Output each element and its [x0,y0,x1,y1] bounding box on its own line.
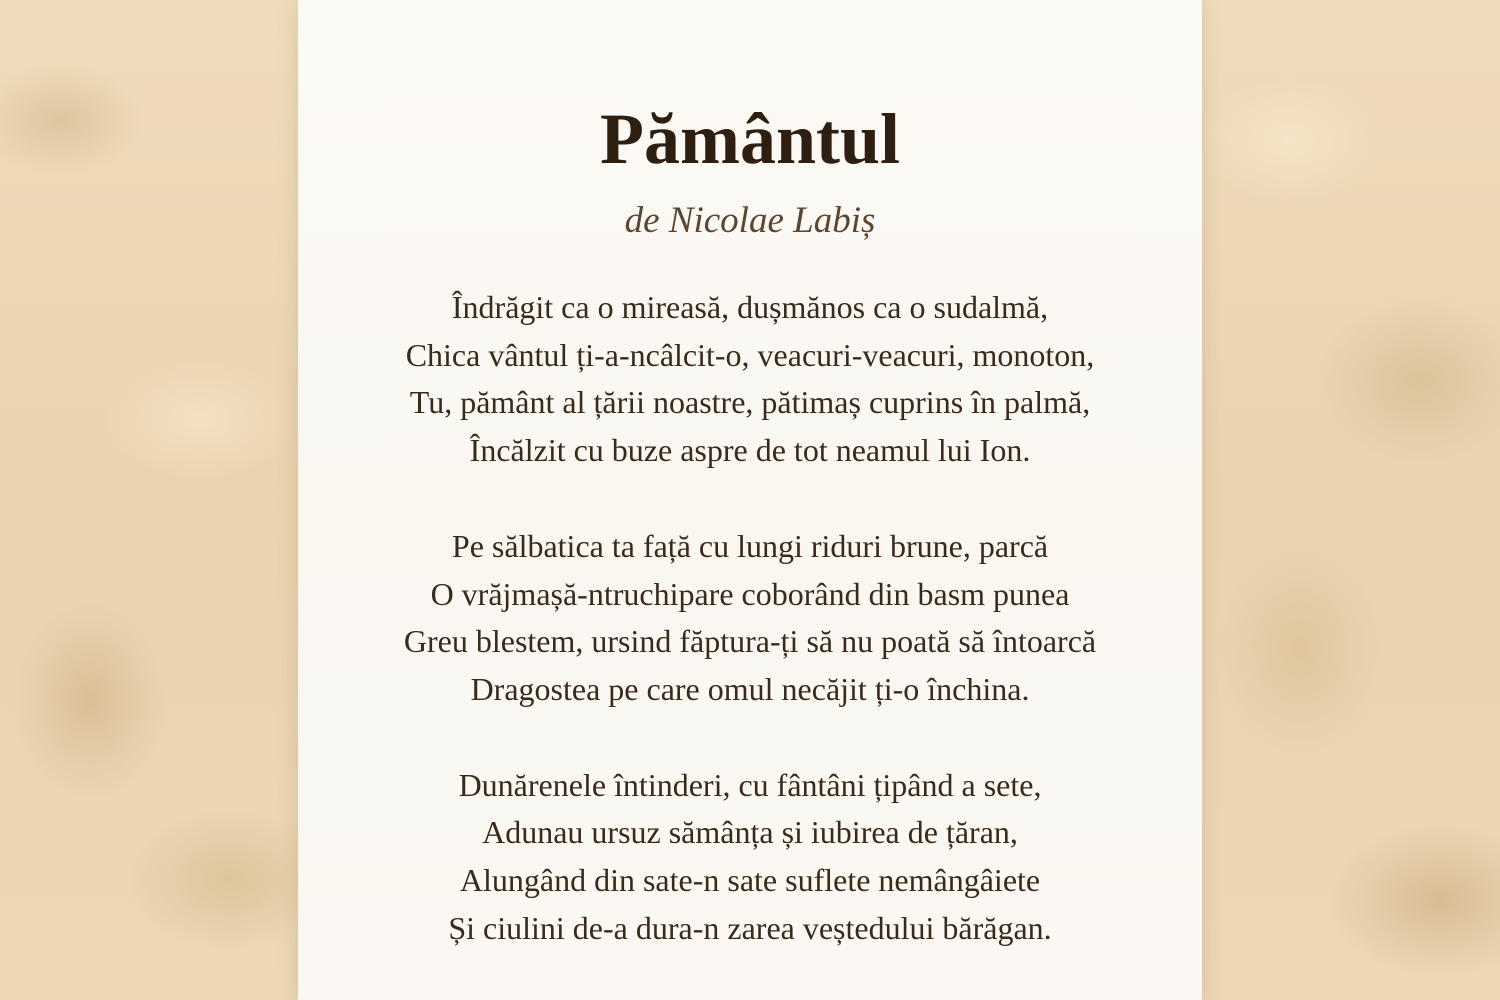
stanza-3 [298,762,1202,953]
poem-author: de Nicolae Labiș [624,200,876,241]
poem-line: O vrăjmașă-ntruchipare coborând din basm punea [430,575,1070,612]
poem-line: Pe sălbatica ta față cu lungi riduri brune, parcă [451,527,1049,564]
poem-body [298,284,1202,952]
poem-line: Încălzit cu buze aspre de tot neamul lui Ion. [469,432,1031,469]
poem-title: Pământul [599,99,901,179]
poem-line: Îndrăgit ca o mireasă, dușmănos ca o sudalmă, [451,289,1049,325]
poem-line: Greu blestem, ursind făptura-ți să nu poată să întoarcă [403,623,1097,660]
poem-line: Dunărenele întinderi, cu fântâni țipând a sete, [458,766,1042,803]
poem-line: Adunau ursuz sămânța și iubirea de țăran, [482,814,1018,851]
poem-line: Și ciulini de-a dura-n zarea veștedului bărăgan. [448,909,1052,946]
stanza-2 [298,523,1202,714]
poem-line: Tu, pământ al țării noastre, pătimaș cuprins în palmă, [409,384,1091,421]
poem-page [298,0,1202,1000]
poem-line: Chica vântul ți-a-ncâlcit-o, veacuri-veacuri, monoton, [405,336,1095,373]
poem-line: Dragostea pe care omul necăjit ți-o închina. [470,670,1030,707]
poem-line: Alungând din sate-n sate suflete nemângâiete [459,862,1041,899]
stanza-1 [298,284,1202,475]
